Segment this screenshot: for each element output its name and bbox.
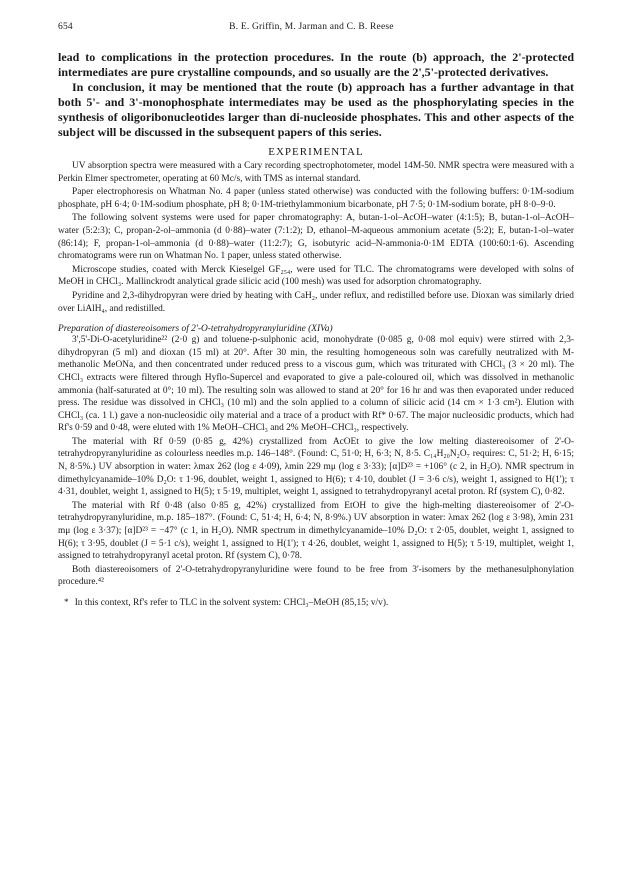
preparation-paragraph: The material with Rf 0·59 (0·85 g, 42%) crystallized from AcOEt to give the low melting diastereoisomer of 2'-O-tetrahydropyranyluridine as colourless needles m.p. 146–148°. (Found: C, 51·0; H, 6·3; N, 8·5. C₁₄H₂₀N₂O₇ requires: C, 51·2; H, 6·15; N, 8·5%.) UV absorption in water: λmax 262 (log ε 4·09), λmin 229 mμ (log ε 3·33); [α]D²³ = +106° (c 2, in H₂O). NMR spectrum in dimethylcyanamide–10% D₂O: τ 1·96, doublet, weight 1, assigned to H(6); τ 4·10, doublet (J = 3·6 c/s), weight 1, assigned to H(1'); τ 4·31, doublet, weight 1, assigned to H(5); τ 5·19, multiplet, weight 1, assigned to tetrahydropyranyl acetal proton. Rf (system C), 0·82. bbox=[58, 436, 574, 498]
subsection-title: Preparation of diastereoisomers of 2'-O-tetrahydropyranyluridine (XIVa) bbox=[58, 324, 333, 335]
experimental-paragraph: Microscope studies, coated with Merck Kieselgel GF₂₅₄, were used for TLC. The chromatograms were developed with solns of MeOH in CHCl₃. Mallinckrodt analytical grade silicic acid (100 mesh) was used for adsorption chromatography. bbox=[58, 264, 574, 288]
lead-paragraph-1: lead to complications in the protection procedures. In the route (b) approach, the 2'-protected intermediates are pure crystalline compounds, and so usually are the 2',5'-protected derivatives. bbox=[58, 50, 574, 79]
footnote-mark: * bbox=[64, 598, 69, 608]
footnote bbox=[58, 597, 574, 609]
running-title: B. E. Griffin, M. Jarman and C. B. Reese bbox=[229, 22, 394, 32]
experimental-paragraph: The following solvent systems were used for paper chromatography: A, butan-1-ol–AcOH–water (4:1:5); B, butan-1-ol–AcOH–water (5:2:3); C, propan-2-ol–ammonia (d 0·88)–water (7:1:2); D, ethanol–M-aqueous ammonium acetate (5:2); E, butan-1-ol–water (86:14); F, propan-1-ol–ammonia (d 0·88)–water (11:2:7); G, isobutyric acid–N-ammonia-0·1M EDTA (100:60:1·6). Ascending chromatograms were run on Whatman No. 1 paper, unless stated otherwise. bbox=[58, 213, 574, 262]
preparation-section bbox=[58, 334, 574, 589]
experimental-paragraph: Paper electrophoresis on Whatman No. 4 paper (unless stated otherwise) was conducted with the following buffers: 0·1M-sodium phosphate, pH 6·4; 0·1M-sodium phosphate, pH 8; 0·1M-triethylammonium bicarbonate, pH 7·5; 0·1M-sodium borate, pH 8·0–9·0. bbox=[58, 187, 574, 210]
lead-text bbox=[58, 50, 574, 140]
preparation-paragraph: The material with Rf 0·48 (also 0·85 g, 42%) crystallized from EtOH to give the high-melting diastereoisomer of 2'-O-tetrahydropyranyluridine, m.p. 185–187°. (Found: C, 51·4; H, 6·4; N, 8·9%.) UV absorption in water: λmax 262 (log ε 3·98), λmin 231 mμ (log ε 3·37); [α]D²³ = −47° (c 1, in H₂O). NMR spectrum in dimethylcyanamide–10% D₂O: τ 2·05, doublet, weight 1, assigned to H(6); τ 3·95, doublet (J = 5·1 c/s), weight 1, assigned to H(1'); τ 4·26, doublet, weight 1, assigned to H(5); τ 5·19, multiplet, weight 1, assigned to tetrahydropyranyl acetal proton. Rf (system C), 0·78. bbox=[58, 500, 574, 562]
page-number: 654 bbox=[58, 22, 73, 32]
section-title: EXPERIMENTAL bbox=[268, 146, 364, 158]
footnote-text: In this context, Rf's refer to TLC in the solvent system: CHCl₃–MeOH (85,15; v/v). bbox=[74, 598, 389, 608]
preparation-paragraph: Both diastereoisomers of 2'-O-tetrahydropyranyluridine were found to be free from 3'-isomers by the methanesulphonylation procedure.⁴² bbox=[58, 564, 574, 588]
experimental-paragraph: Pyridine and 2,3-dihydropyran were dried by heating with CaH₂, under reflux, and redistilled before use. Dioxan was similarly dried over LiAlH₄, and redistilled. bbox=[58, 290, 574, 314]
experimental-section bbox=[58, 160, 574, 315]
lead-paragraph-2: In conclusion, it may be mentioned that the route (b) approach has a further advantage in that both 5'- and 3'-monophosphate intermediates may be used as the phosphorylating species in the synthesis of oligoribonucleotides larger than di-nucleoside phosphates. This and other aspects of the subject will be discussed in the subsequent papers of this series. bbox=[58, 80, 574, 139]
page-header bbox=[58, 22, 574, 32]
preparation-paragraph: 3',5'-Di-O-acetyluridine²² (2·0 g) and toluene-p-sulphonic acid, monohydrate (0·085 g, 0·08 mol equiv) were stirred with 2,3-dihydropyran (5 ml) and dioxan (15 ml) at 20°. After 30 min, the resulting homogeneous soln was carefully neutralized with M-methanolic MeONa, and then concentrated under reduced press to a viscous gum, which was triturated with CHCl₃ (3 × 20 ml). The CHCl₃ extracts were filtered through Hyflo-Supercel and evaporated to give a pale-coloured oil, which was dissolved in methanolic ammonia (half-saturated at 0°; 10 ml). The resulting soln was allowed to stand at 20° for 16 hr and was then evaporated under reduced press. The residue was dissolved in CHCl₃ (10 ml) and the soln applied to a column of silicic acid (14 cm × 1·3 cm²). Elution with CHCl₃ (ca. 1 l.) gave a non-nucleosidic oily material and a trace of a product with Rf* 0·67. The major nucleosidic products, which had Rf's 0·59 and 0·48, were eluted with 1% MeOH–CHCl₃ and 2% MeOH–CHCl₃, respectively. bbox=[58, 335, 574, 434]
experimental-paragraph: UV absorption spectra were measured with a Cary recording spectrophotometer, model 14M-50. NMR spectra were measured with a Perkin Elmer spectrometer, operating at 60 Mc/s, with TMS as internal standard. bbox=[58, 161, 574, 184]
